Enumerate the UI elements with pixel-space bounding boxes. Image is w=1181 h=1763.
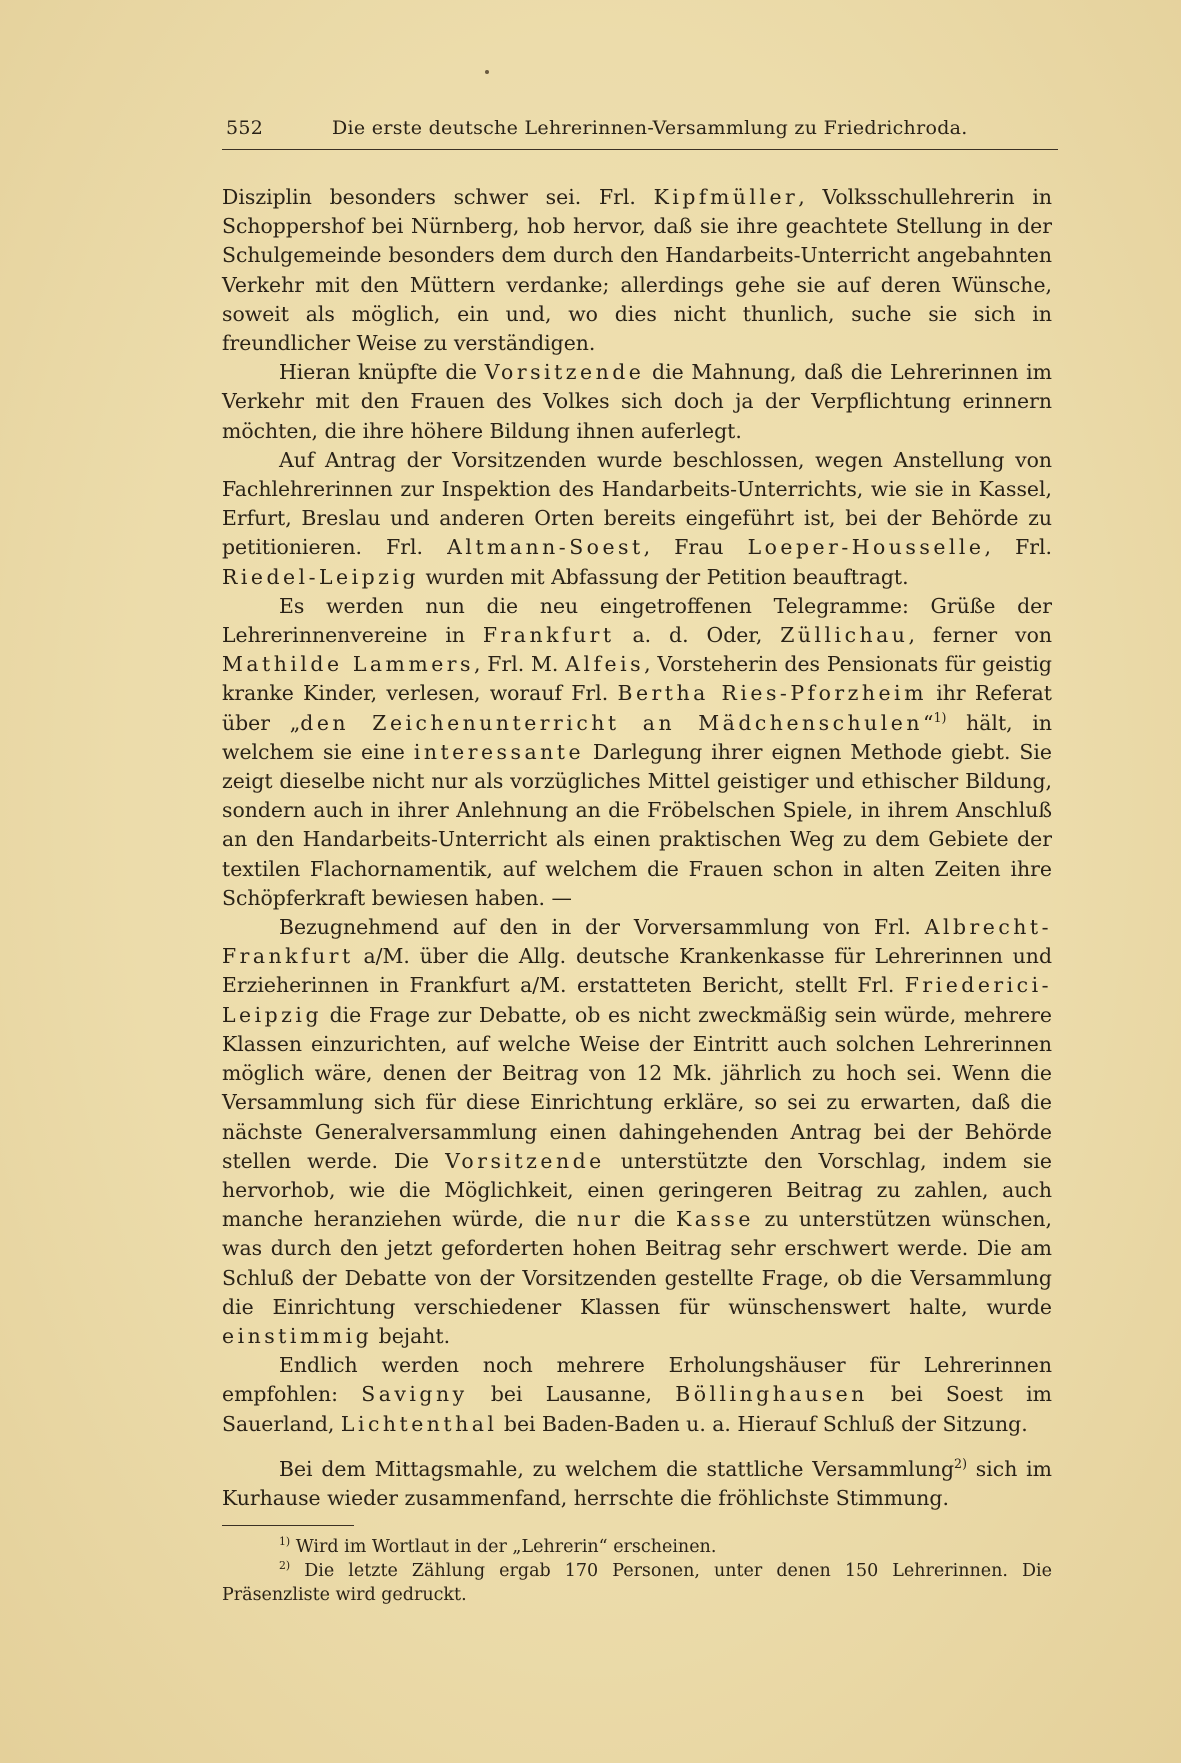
spaced-name: Züllichau	[780, 623, 909, 648]
text-run: wurden mit Abfassung der Petition beauftragt.	[418, 564, 909, 589]
text-run: hält, in welchem sie eine	[222, 710, 1053, 764]
text-run: die Mahnung, daß die Lehrerinnen im Verkehr mit den Frauen des Volkes sich doch ja der Verpflichtung erinnern möchten, die ihre höhere Bildung ihnen auferlegt.	[222, 360, 1053, 443]
footnote-marker: 2)	[954, 1455, 967, 1471]
spaced-name: Altmann-Soest	[447, 535, 644, 560]
spaced-word: interessante	[413, 739, 585, 764]
text-run: bei Baden-Baden u. a. Hierauf Schluß der Sitzung.	[497, 1411, 1028, 1436]
text-run: Bezugnehmend auf den in der Vorversammlung von Frl.	[279, 915, 925, 940]
text-run: “	[923, 710, 934, 735]
text-run: a. d. Oder,	[614, 623, 781, 648]
text-run: unterstützte den Vorschlag, indem sie hervorhob, wie die Möglichkeit, einen geringeren Beitrag zu zahlen, auch manche heranziehen würde, die	[222, 1148, 1052, 1232]
spaced-word: Vorsitzende	[445, 1148, 605, 1173]
text-run: a/M. über die Allg. deutsche Krankenkasse für Lehrerinnen und Erzieherinnen in Frankfurt a/M. erstatteten Bericht, stellt Frl.	[222, 944, 1052, 998]
footnote-1	[222, 1535, 1052, 1559]
spaced-name: Savigny	[361, 1382, 468, 1407]
spaced-name: Mathilde Lammers	[222, 652, 474, 677]
text-run: zu unterstützen wünschen, was durch den jetzt geforderten hohen Beitrag sehr erschwert werde. Die am Schluß der Debatte von der Vorsitzenden gestellte Frage, ob die Versammlung die Einrichtung verschiedener Klassen für wünschenswert halte, wurde	[222, 1207, 1053, 1319]
spaced-word: einstimmig	[222, 1323, 373, 1348]
spaced-name: Lichtenthal	[340, 1411, 498, 1436]
paragraph-6	[222, 1351, 1052, 1439]
paragraph-7	[222, 1455, 1052, 1513]
paragraph-3	[222, 446, 1052, 592]
text-run: Auf Antrag der Vorsitzenden wurde beschlossen, wegen Anstellung von Fachlehrerinnen zur Inspektion des Handarbeits-Unterrichts, wie sie in Kassel, Erfurt, Breslau und anderen Orten bereits eingeführt ist, bei der Behörde zu petitionieren. Frl.	[222, 447, 1052, 560]
footnotes	[222, 1535, 1052, 1607]
spaced-name: Friederici-Leipzig	[222, 973, 1052, 1027]
page-number: 552	[226, 117, 264, 139]
spaced-name: Alfeis	[565, 652, 645, 677]
spaced-name: Albrecht-Frankfurt	[222, 915, 1052, 969]
footnote-marker: 1)	[933, 709, 947, 725]
running-header	[222, 115, 1058, 150]
spaced-word: Vorsitzende	[484, 360, 645, 385]
text-run: Endlich werden noch mehrere Erholungshäuser für Lehrerinnen empfohlen:	[222, 1353, 1052, 1407]
footnote-mark: 1)	[279, 1535, 291, 1549]
footnote-mark: 2)	[279, 1559, 291, 1573]
text-run: , Frl.	[984, 535, 1052, 560]
footnote-rule	[222, 1525, 354, 1526]
paragraph-2	[222, 358, 1052, 446]
text-run: Darlegung ihrer eignen Methode giebt. Sie zeigt dieselbe nicht nur als vorzügliches Mittel geistiger und ethischer Bildung, sondern auch in ihrer Anlehnung an die Fröbelschen Spiele, in ihrem Anschluß an den Handarbeits-Unterricht als einen praktischen Weg zu dem Gebiete der textilen Flachornamentik, auf welchem die Frauen schon in alten Zeiten ihre Schöpferkraft bewiesen haben. —	[222, 739, 1052, 910]
footnote-2	[222, 1559, 1052, 1607]
text-run: Bei dem Mittagsmahle, zu welchem die stattliche Versammlung	[279, 1456, 955, 1481]
spaced-name: Loeper-Housselle	[747, 535, 985, 560]
text-run: , Frl. M.	[474, 652, 566, 677]
spaced-name: Böllinghausen	[675, 1382, 868, 1407]
paragraph-5	[222, 913, 1052, 1351]
body-text	[222, 183, 1052, 1513]
text-run: Es werden nun die neu eingetroffenen Telegramme: Grüße der Lehrerinnenvereine in	[222, 593, 1052, 648]
paragraph-4	[222, 592, 1052, 913]
footnote-text: Die letzte Zählung ergab 170 Personen, unter denen 150 Lehrerinnen. Die Präsenzliste wird gedruckt.	[222, 1561, 1052, 1605]
text-run: , Volksschullehrerin in Schoppershof bei Nürnberg, hob hervor, daß sie ihre geachtete Stellung in der Schulgemeinde besonders dem durch den Handarbeits-Unterricht angebahnten Verkehr mit den Müttern verdanke; allerdings gehe sie auf deren Wünsche, soweit als möglich, ein und, wo dies nicht thunlich, suche sie sich in freundlicher Weise zu verständigen.	[222, 185, 1052, 356]
spaced-word: Kasse	[676, 1207, 754, 1232]
text-run: , Frau	[643, 535, 748, 560]
text-run: bei Lausanne,	[467, 1382, 676, 1407]
text-run: sich im Kurhause wieder zusammenfand, herrschte die fröhlichste Stimmung.	[222, 1456, 1053, 1510]
text-run: , ferner von	[908, 623, 1052, 648]
text-run: , Vorsteherin des Pensionats für geistig kranke Kinder, verlesen, worauf Frl.	[222, 652, 1052, 706]
text-run: bejaht.	[372, 1323, 451, 1348]
text-run: ihr Referat über „	[222, 681, 1053, 735]
ink-speck	[485, 70, 489, 74]
text-run: Hieran knüpfte die	[279, 360, 485, 385]
text-run: Disziplin besonders schwer sei. Frl.	[222, 185, 654, 209]
text-run: die Frage zur Debatte, ob es nicht zweckmäßig sein würde, mehrere Klassen einzurichten, auf welche Weise der Eintritt auch solchen Lehrerinnen möglich wäre, denen der Beitrag von 12 Mk. jährlich zu hoch sei. Wenn die Versammlung sich für diese Einrichtung erkläre, so sei zu erwarten, daß die nächste Generalversammlung einen dahingehenden Antrag bei der Behörde stellen werde. Die	[222, 1002, 1052, 1173]
spaced-name: Kipfmüller	[653, 185, 799, 209]
spaced-title: den Zeichenunterricht an Mädchenschulen	[300, 710, 924, 735]
footnote-text: Wird im Wortlaut in der „Lehrerin“ erscheinen.	[290, 1537, 717, 1557]
spaced-name: Bertha Ries-Pforzheim	[617, 681, 927, 706]
paragraph-1	[222, 183, 1052, 358]
running-title: Die erste deutsche Lehrerinnen-Versammlung zu Friedrichroda.	[332, 117, 968, 139]
text-run: bei Soest im Sauerland,	[222, 1382, 1052, 1436]
spaced-word: nur	[576, 1207, 624, 1232]
spaced-name: Riedel-Leipzig	[222, 564, 419, 589]
spaced-name: Frankfurt	[482, 623, 615, 648]
text-run: die	[623, 1207, 677, 1232]
